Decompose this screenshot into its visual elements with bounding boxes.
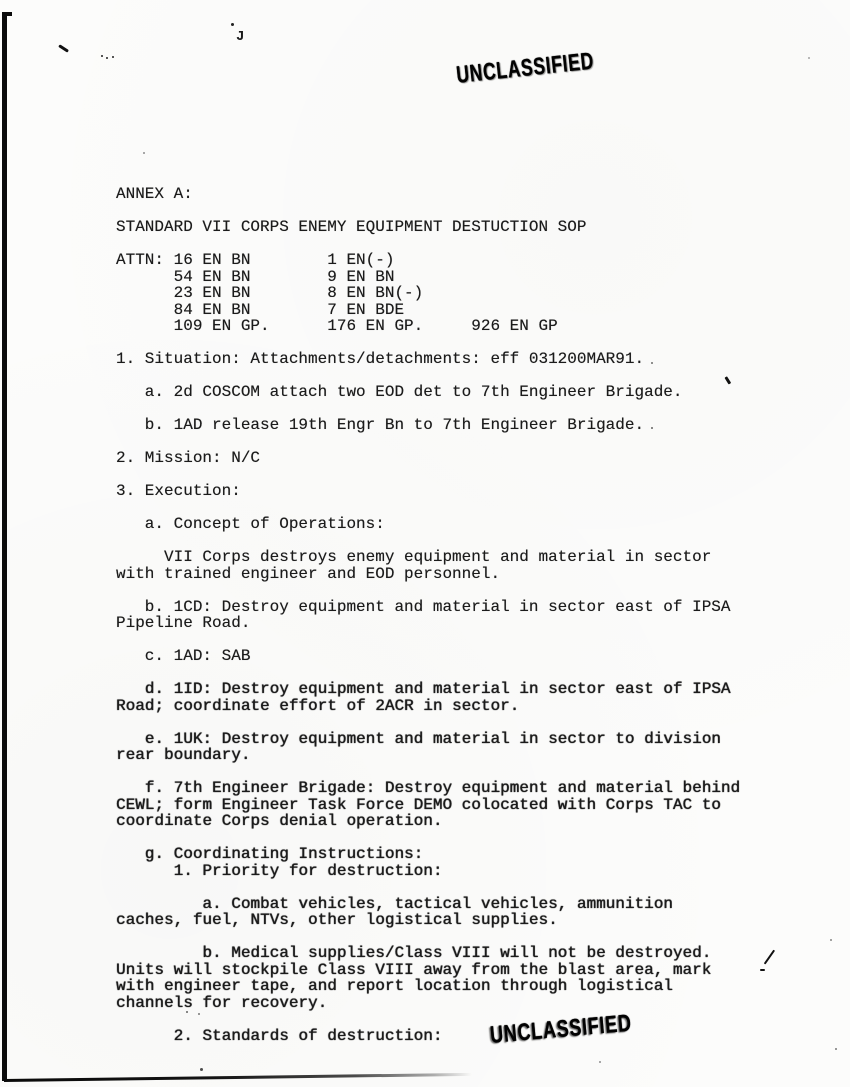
doc-line	[116, 467, 740, 484]
unclassified-stamp-top: UNCLASSIFIED	[455, 47, 596, 89]
doc-line: a. Concept of Operations:	[116, 515, 385, 533]
scan-edge-bottom	[4, 1073, 472, 1082]
doc-line	[116, 665, 740, 682]
doc-line: caches, fuel, NTVs, other logistical supplies.	[116, 911, 558, 929]
attn-line: ATTN: 16 EN BN 1 EN(-)	[116, 251, 395, 269]
para-mission: 2. Mission: N/C	[116, 449, 261, 467]
annex-label: ANNEX A:	[116, 185, 193, 203]
doc-line: a. 2d COSCOM attach two EOD det to 7th Engineer Brigade.	[116, 383, 683, 401]
ink-speck	[112, 56, 114, 58]
ink-speck	[599, 1061, 601, 1063]
doc-line: b. 1AD release 19th Engr Bn to 7th Engineer Brigade.	[116, 416, 645, 434]
doc-line	[116, 632, 740, 649]
doc-line: Road; coordinate effort of 2ACR in sector.	[116, 696, 520, 715]
doc-line: d. 1ID: Destroy equipment and material in sector east of IPSA	[116, 680, 731, 698]
doc-line	[116, 335, 740, 352]
doc-line	[116, 929, 740, 946]
doc-line: b. Medical supplies/Class VIII will not be destroyed.	[116, 944, 712, 962]
pen-stroke-mark	[58, 44, 69, 52]
ink-speck	[143, 152, 145, 154]
unclassified-stamp-bottom: UNCLASSIFIED	[489, 1009, 633, 1049]
doc-line	[116, 368, 740, 385]
doc-line: b. 1CD: Destroy equipment and material in sector east of IPSA	[116, 597, 731, 616]
doc-line: Units will stockpile Class VIII away from the blast area, mark	[116, 960, 712, 979]
para-execution: 3. Execution:	[116, 482, 241, 500]
doc-line	[116, 1011, 740, 1028]
ink-speck	[106, 57, 108, 59]
ink-speck	[835, 1048, 837, 1050]
doc-line	[116, 764, 740, 781]
doc-line: VII Corps destroys enemy equipment and material in sector	[116, 548, 712, 566]
doc-line	[116, 203, 740, 220]
doc-line: a. Combat vehicles, tactical vehicles, ammunition	[116, 894, 673, 913]
doc-line	[116, 714, 740, 731]
doc-line: f. 7th Engineer Brigade: Destroy equipment and material behind	[116, 779, 741, 797]
ink-speck	[231, 23, 234, 26]
para-situation: 1. Situation: Attachments/detachments: eff 031200MAR91.	[116, 350, 645, 368]
scan-edge-left	[2, 12, 7, 1081]
doc-line	[116, 500, 740, 517]
document-body	[116, 186, 740, 1044]
doc-line	[116, 401, 740, 418]
para-standards: 2. Standards of destruction:	[116, 1026, 443, 1045]
doc-line: 1. Priority for destruction:	[116, 861, 443, 880]
ink-speck	[808, 57, 810, 59]
doc-line	[116, 434, 740, 451]
attn-line: 23 EN BN 8 EN BN(-)	[116, 284, 424, 302]
stray-pen-glyph: J	[236, 29, 245, 45]
doc-line: coordinate Corps denial operation.	[116, 812, 443, 830]
doc-line	[116, 830, 740, 847]
doc-line: Pipeline Road.	[116, 614, 251, 632]
ink-speck	[830, 939, 832, 941]
doc-line: with trained engineer and EOD personnel.	[116, 564, 501, 583]
doc-line: with engineer tape, and report location through logistical	[116, 977, 673, 995]
doc-line	[116, 879, 740, 896]
scan-edge-left-top-hook	[2, 12, 12, 16]
doc-line: g. Coordinating Instructions:	[116, 845, 424, 863]
doc-line: c. 1AD: SAB	[116, 647, 251, 665]
pen-slash-mark	[764, 950, 776, 965]
doc-line: e. 1UK: Destroy equipment and material in sector to division	[116, 729, 721, 748]
sop-title: STANDARD VII CORPS ENEMY EQUIPMENT DESTUCTION SOP	[116, 218, 587, 236]
attn-line: 84 EN BN 7 EN BDE	[116, 300, 405, 319]
doc-line: channels for recovery.	[116, 993, 328, 1012]
doc-line: rear boundary.	[116, 746, 251, 764]
doc-line	[116, 533, 740, 550]
attn-line: 109 EN GP. 176 EN GP. 926 EN GP	[116, 317, 558, 335]
ink-speck	[101, 55, 103, 57]
ink-speck	[200, 1068, 203, 1071]
pen-slash-mark-foot	[760, 969, 765, 971]
doc-line	[116, 236, 740, 253]
doc-line: CEWL; form Engineer Task Force DEMO colocated with Corps TAC to	[116, 795, 721, 814]
attn-line: 54 EN BN 9 EN BN	[116, 267, 395, 286]
doc-line	[116, 582, 740, 599]
